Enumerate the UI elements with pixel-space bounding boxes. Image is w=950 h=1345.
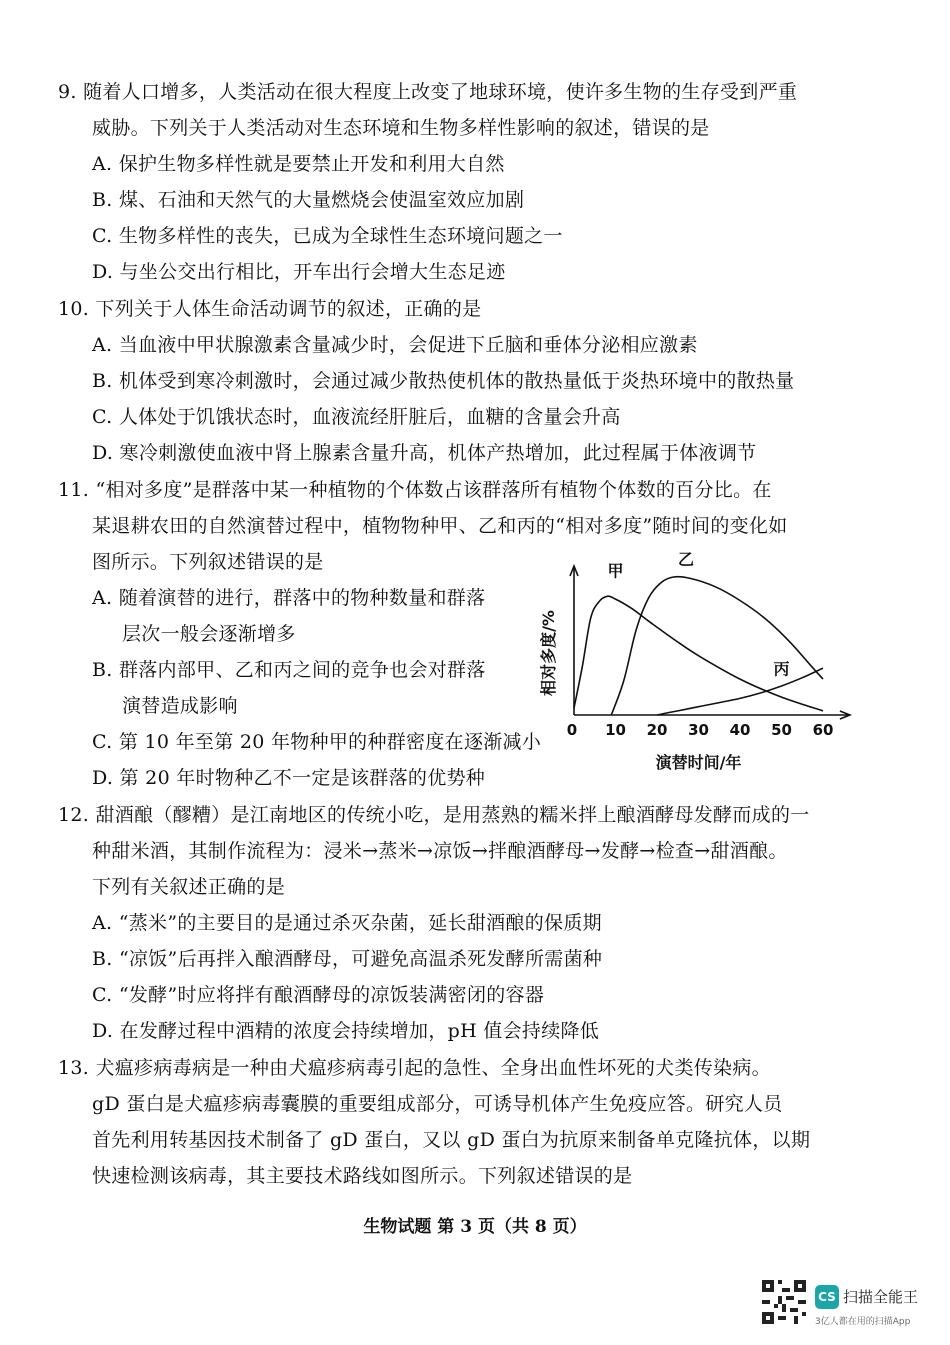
series-label: 丙	[773, 659, 790, 679]
q11-stem-line3: 图所示。下列叙述错误的是	[92, 551, 324, 573]
q13-stem-line1: 13. 犬瘟疹病毒病是一种由犬瘟疹病毒引起的急性、全身出血性坏死的犬类传染病。	[58, 1057, 771, 1079]
q13-stem-line2: gD 蛋白是犬瘟疹病毒囊膜的重要组成部分，可诱导机体产生免疫应答。研究人员	[92, 1093, 783, 1115]
x-tick-label: 50	[771, 721, 792, 739]
series-line-2	[611, 577, 823, 715]
scanner-app-name: 扫描全能王	[843, 1288, 919, 1306]
q13-stem-line4: 快速检测该病毒，其主要技术路线如图所示。下列叙述错误的是	[92, 1165, 633, 1187]
x-tick-label: 20	[646, 721, 668, 739]
q13-stem-line3: 首先利用转基因技术制备了 gD 蛋白，又以 gD 蛋白为抗原来制备单克隆抗体，以期	[92, 1129, 811, 1151]
q11-option-b-line2: 演替造成影响	[122, 695, 238, 717]
q9-stem-line1: 9. 随着人口增多，人类活动在很大程度上改变了地球环境，使许多生物的生存受到严重	[58, 81, 798, 103]
y-axis-title: 相对多度/%	[539, 610, 558, 696]
chart-axes	[570, 566, 850, 719]
q11-option-a-line2: 层次一般会逐渐增多	[122, 623, 296, 645]
q10-option-a: A. 当血液中甲状腺激素含量减少时，会促进下丘脑和垂体分泌相应激素	[92, 334, 698, 356]
q11-stem-line2: 某退耕农田的自然演替过程中，植物物种甲、乙和丙的“相对多度”随时间的变化如	[92, 515, 788, 537]
scanner-logo-icon: CS	[815, 1285, 839, 1309]
q11-stem-line1: 11. “相对多度”是群落中某一种植物的个体数占该群落所有植物个体数的百分比。在	[58, 479, 772, 501]
page-footer: 生物试题 第 3 页（共 8 页）	[363, 1217, 587, 1237]
relative-abundance-chart	[530, 550, 870, 785]
x-tick-label: 0	[566, 721, 578, 739]
q9-stem-line2: 威胁。下列关于人类活动对生态环境和生物多样性影响的叙述，错误的是	[92, 117, 710, 139]
q12-option-c: C. “发酵”时应将拌有酿酒酵母的凉饭装满密闭的容器	[92, 984, 545, 1006]
q10-stem: 10. 下列关于人体生命活动调节的叙述，正确的是	[58, 298, 482, 320]
q11-option-c: C. 第 10 年至第 20 年物种甲的种群密度在逐渐减小	[92, 731, 542, 753]
q10-option-b: B. 机体受到寒冷刺激时，会通过减少散热使机体的散热量低于炎热环境中的散热量	[92, 370, 795, 392]
q9-option-a: A. 保护生物多样性就是要禁止开发和利用大自然	[92, 153, 505, 175]
series-label: 甲	[607, 561, 624, 581]
series-line-1	[574, 596, 823, 711]
q11-option-d: D. 第 20 年时物种乙不一定是该群落的优势种	[92, 767, 486, 789]
x-tick-label: 30	[688, 721, 709, 739]
q9-option-b: B. 煤、石油和天然气的大量燃烧会使温室效应加剧	[92, 189, 525, 211]
q12-stem-line3: 下列有关叙述正确的是	[92, 876, 286, 898]
x-tick-label: 60	[812, 721, 834, 739]
q9-option-d: D. 与坐公交出行相比，开车出行会增大生态足迹	[92, 261, 506, 283]
q9-option-c: C. 生物多样性的丧失，已成为全球性生态环境问题之一	[92, 225, 563, 247]
qr-code-icon	[762, 1280, 806, 1324]
q12-stem-line1: 12. 甜酒酿（醪糟）是江南地区的传统小吃，是用蒸熟的糯米拌上酿酒酵母发酵而成的一	[58, 804, 810, 826]
q11-option-b-line1: B. 群落内部甲、乙和丙之间的竞争也会对群落	[92, 659, 486, 681]
scanner-slogan: 3亿人都在用的扫描App	[815, 1317, 911, 1327]
x-tick-label: 10	[605, 721, 626, 739]
q12-stem-line2: 种甜米酒，其制作流程为：浸米→蒸米→凉饭→拌酿酒酵母→发酵→检查→甜酒酿。	[92, 840, 788, 862]
q11-option-a-line1: A. 随着演替的进行，群落中的物种数量和群落	[92, 587, 486, 609]
series-line-3	[657, 668, 823, 715]
q12-option-a: A. “蒸米”的主要目的是通过杀灭杂菌，延长甜酒酿的保质期	[92, 912, 602, 934]
q12-option-d: D. 在发酵过程中酒精的浓度会持续增加，pH 值会持续降低	[92, 1020, 600, 1042]
chart-lines	[574, 577, 823, 715]
x-tick-label: 40	[729, 721, 751, 739]
q10-option-c: C. 人体处于饥饿状态时，血液流经肝脏后，血糖的含量会升高	[92, 406, 621, 428]
series-label: 乙	[678, 550, 695, 569]
q12-option-b: B. “凉饭”后再拌入酿酒酵母，可避免高温杀死发酵所需菌种	[92, 948, 603, 970]
q10-option-d: D. 寒冷刺激使血液中肾上腺素含量升高，机体产热增加，此过程属于体液调节	[92, 442, 757, 464]
x-axis-title: 演替时间/年	[655, 753, 742, 772]
